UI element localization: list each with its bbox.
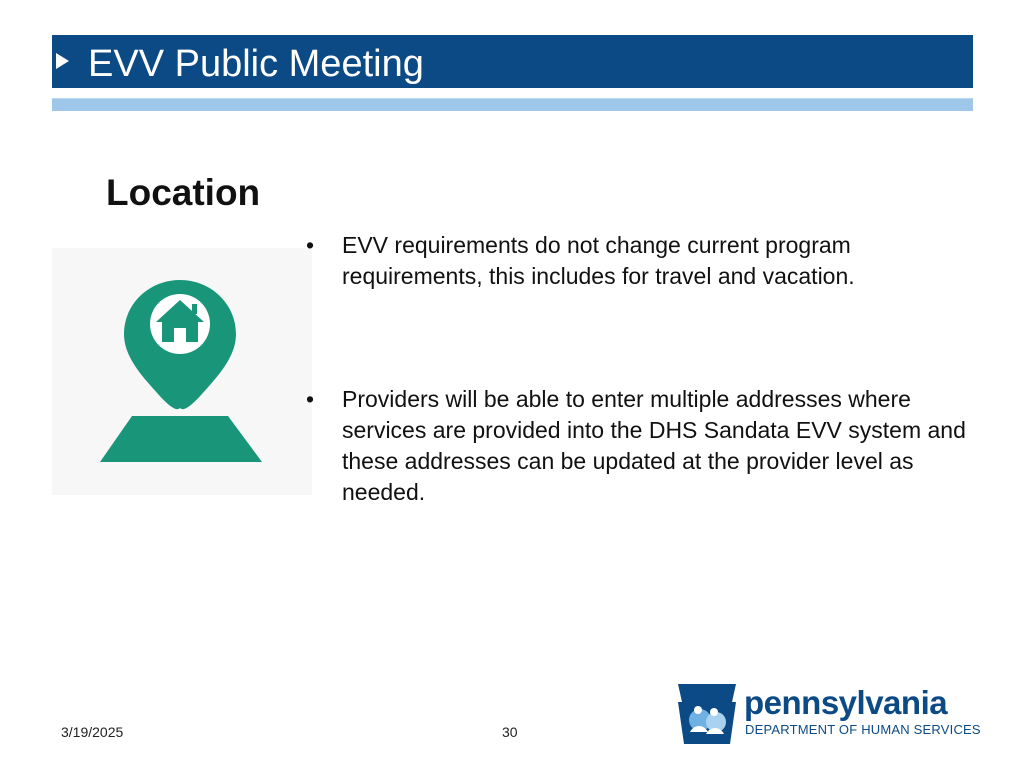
- bullet-item: [306, 384, 996, 508]
- slide-title: EVV Public Meeting: [88, 43, 424, 85]
- header-stripe: [52, 98, 973, 111]
- bullet-list: [306, 230, 996, 508]
- arrow-icon: [56, 53, 69, 69]
- keystone-emblem-icon: [674, 680, 740, 746]
- footer-date: 3/19/2025: [61, 724, 124, 740]
- pa-dhs-logo: [674, 680, 984, 746]
- location-pin-home-icon: [52, 248, 312, 495]
- location-illustration: [52, 248, 312, 495]
- bullet-text: EVV requirements do not change current program requirements, this includes for travel and vacation.: [342, 232, 855, 289]
- logo-name: pennsylvania: [744, 684, 948, 721]
- section-heading: Location: [106, 172, 261, 213]
- bullet-marker: •: [306, 386, 315, 412]
- page-number: 30: [502, 724, 518, 740]
- logo-department: DEPARTMENT OF HUMAN SERVICES: [745, 722, 981, 737]
- bullet-item: [306, 230, 996, 292]
- bullet-text: Providers will be able to enter multiple addresses where services are provided into the DHS Sandata EVV system and these addresses can be updated at the provider level as needed.: [342, 386, 966, 505]
- bullet-marker: •: [306, 232, 315, 258]
